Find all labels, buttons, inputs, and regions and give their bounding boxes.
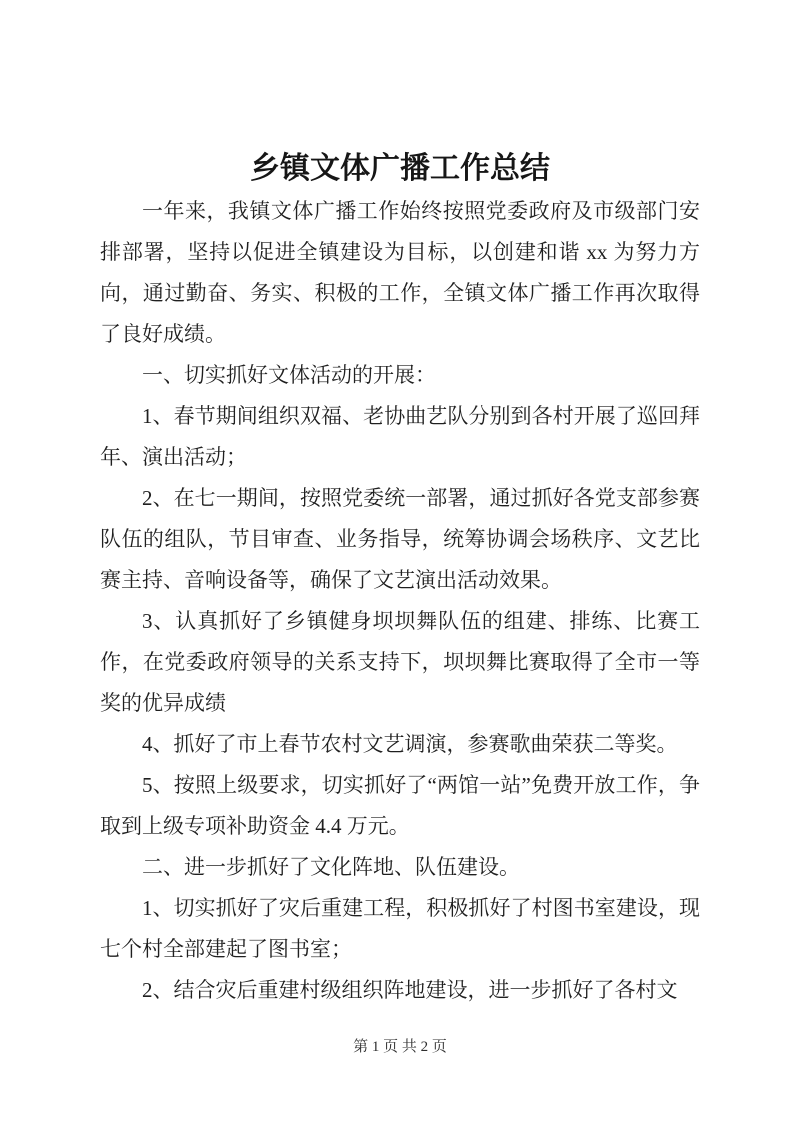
paragraph-item-1-4: 4、抓好了市上春节农村文艺调演，参赛歌曲荣获二等奖。 <box>142 732 678 756</box>
paragraph-item-1-1: 1、春节期间组织双福、老协曲艺队分别到各村开展了巡回拜年、演出活动； <box>100 404 700 469</box>
paragraph-item-2-1: 1、切实抓好了灾后重建工程，积极抓好了村图书室建设，现七个村全部建起了图书室； <box>100 896 700 961</box>
paragraph-item-1-3: 3、认真抓好了乡镇健身坝坝舞队伍的组建、排练、比赛工作，在党委政府领导的关系支持下，坝坝舞比赛取得了全市一等奖的优异成绩 <box>100 609 700 715</box>
paragraph-intro: 一年来，我镇文体广播工作始终按照党委政府及市级部门安排部署，坚持以促进全镇建设为目标，以创建和谐 xx 为努力方向，通过勤奋、务实、积极的工作，全镇文体广播工作再次取得了良好成绩。 <box>100 199 700 346</box>
paragraph-item-1-5: 5、按照上级要求，切实抓好了“两馆一站”免费开放工作，争取到上级专项补助资金 4.4 万元。 <box>100 773 700 838</box>
page-number <box>0 1036 800 1058</box>
document-body <box>100 191 700 1011</box>
paragraph-item-2-2: 2、结合灾后重建村级组织阵地建设，进一步抓好了各村文 <box>142 978 678 1002</box>
document-title: 乡镇文体广播工作总结 <box>250 152 550 185</box>
paragraph-item-1-2: 2、在七一期间，按照党委统一部署，通过抓好各党支部参赛队伍的组队，节目审查、业务指导，统筹协调会场秩序、文艺比赛主持、音响设备等，确保了文艺演出活动效果。 <box>100 486 700 592</box>
paragraph-section-1: 一、切实抓好文体活动的开展： <box>142 363 436 387</box>
paragraph-section-2: 二、进一步抓好了文化阵地、队伍建设。 <box>142 855 520 879</box>
page-number-label: 第 1 页 共 2 页 <box>353 1039 447 1055</box>
